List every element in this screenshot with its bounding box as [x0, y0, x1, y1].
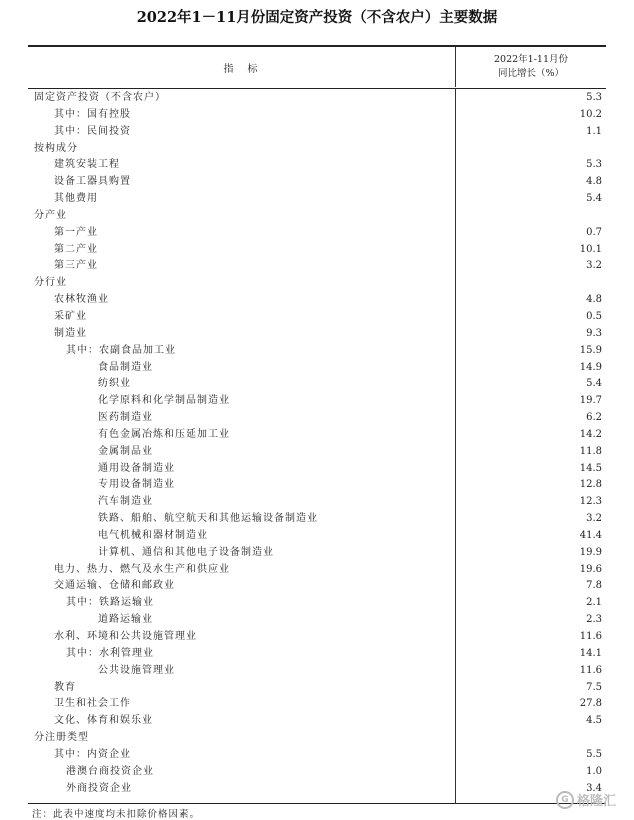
table-row — [28, 713, 606, 730]
value-column-header-line2: 同比增长（%） — [497, 68, 565, 79]
table-row — [28, 629, 606, 646]
table-row — [28, 545, 606, 562]
row-label: 水利、环境和公共设施管理业 — [54, 631, 197, 642]
row-label: 其中：水利管理业 — [66, 647, 154, 659]
row-label: 第二产业 — [54, 243, 98, 255]
table-row — [28, 663, 606, 680]
table-row — [28, 578, 606, 595]
table-row — [28, 477, 606, 494]
data-table-body — [28, 90, 606, 797]
watermark-logo-icon: G — [556, 791, 574, 809]
table-row — [28, 680, 606, 697]
table-row — [28, 309, 606, 326]
row-value: 19.9 — [579, 546, 602, 558]
row-label: 建筑安装工程 — [54, 159, 120, 171]
row-label: 港澳台商投资企业 — [66, 765, 154, 777]
table-row — [28, 90, 606, 107]
row-value: 0.5 — [586, 310, 602, 322]
table-row — [28, 360, 606, 377]
row-label: 采矿业 — [54, 310, 87, 322]
row-value: 4.5 — [586, 715, 602, 727]
row-value: 27.8 — [579, 698, 602, 710]
table-row — [28, 444, 606, 461]
row-label: 外商投资企业 — [66, 782, 132, 794]
row-label: 分产业 — [34, 209, 67, 221]
table-row — [28, 343, 606, 360]
row-label: 文化、体育和娱乐业 — [54, 715, 153, 727]
table-row — [28, 646, 606, 663]
table-row — [28, 242, 606, 259]
row-label: 汽车制造业 — [98, 496, 153, 508]
row-label: 按构成分 — [34, 142, 78, 154]
table-bottom-rule — [28, 803, 606, 804]
table-row — [28, 225, 606, 242]
row-value: 6.2 — [586, 412, 602, 424]
row-value: 41.4 — [579, 529, 602, 541]
row-value: 10.1 — [579, 243, 602, 255]
table-row — [28, 292, 606, 309]
row-value: 3.2 — [586, 513, 602, 525]
row-label: 铁路、船舶、航空航天和其他运输设备制造业 — [98, 513, 318, 525]
row-label: 电力、热力、燃气及水生产和供应业 — [54, 563, 230, 575]
row-value: 1.1 — [586, 125, 602, 137]
watermark-text: 格隆汇 — [577, 794, 617, 809]
row-label: 教育 — [54, 681, 76, 693]
table-row — [28, 107, 606, 124]
table-row — [28, 124, 606, 141]
row-value: 12.8 — [579, 479, 602, 491]
row-value: 14.9 — [579, 361, 602, 373]
row-label: 有色金属冶炼和压延加工业 — [98, 428, 230, 440]
footnote: 注：此表中速度均未扣除价格因素。 — [32, 809, 201, 820]
row-label: 分行业 — [34, 277, 67, 289]
row-label: 固定资产投资（不含农户） — [34, 92, 166, 103]
row-label: 计算机、通信和其他电子设备制造业 — [98, 546, 274, 558]
row-label: 农林牧渔业 — [54, 294, 109, 306]
row-label: 其中：铁路运输业 — [66, 597, 154, 609]
row-value: 4.8 — [586, 176, 602, 188]
row-value: 7.5 — [586, 681, 602, 693]
row-label: 公共设施管理业 — [98, 664, 175, 676]
table-row — [28, 730, 606, 747]
row-value: 5.5 — [586, 748, 602, 760]
row-value: 0.7 — [586, 226, 602, 238]
row-value: 2.1 — [586, 597, 602, 609]
row-label: 第三产业 — [54, 260, 98, 272]
table-row — [28, 781, 606, 798]
table-row — [28, 528, 606, 545]
row-value: 10.2 — [579, 108, 602, 120]
header-bottom-rule — [28, 88, 606, 89]
indicator-header: 指 标 — [223, 63, 260, 75]
table-row — [28, 562, 606, 579]
value-column-header — [456, 53, 606, 81]
page-title: 2022年1－11月份固定资产投资（不含农户）主要数据 — [136, 9, 498, 26]
row-value: 9.3 — [586, 327, 602, 339]
row-value: 14.1 — [579, 647, 602, 659]
row-label: 交通运输、仓储和邮政业 — [54, 580, 175, 592]
row-label: 食品制造业 — [98, 361, 153, 373]
row-label: 化学原料和化学制品制造业 — [98, 395, 230, 407]
row-label: 第一产业 — [54, 226, 98, 238]
row-value: 7.8 — [586, 580, 602, 592]
row-label: 道路运输业 — [98, 614, 153, 626]
row-label: 设备工器具购置 — [54, 176, 131, 188]
table-row — [28, 141, 606, 158]
row-label: 电气机械和器材制造业 — [98, 529, 208, 541]
row-value: 11.8 — [579, 445, 602, 457]
row-value: 15.9 — [579, 344, 602, 356]
table-row — [28, 258, 606, 275]
watermark — [556, 790, 616, 809]
table-row — [28, 157, 606, 174]
row-value: 5.3 — [586, 159, 602, 171]
row-label: 其他费用 — [54, 193, 98, 205]
table-row — [28, 410, 606, 427]
row-label: 专用设备制造业 — [98, 479, 175, 491]
row-value: 11.6 — [579, 631, 602, 642]
row-value: 1.0 — [586, 765, 602, 777]
row-value: 19.6 — [579, 563, 602, 575]
table-row — [28, 275, 606, 292]
table-row — [28, 427, 606, 444]
table-row — [28, 376, 606, 393]
row-value: 5.4 — [586, 378, 602, 390]
row-value: 11.6 — [579, 664, 602, 676]
table-row — [28, 696, 606, 713]
row-value: 3.4 — [586, 782, 602, 794]
table-row — [28, 326, 606, 343]
row-value: 3.2 — [586, 260, 602, 272]
row-label: 其中：内资企业 — [54, 748, 131, 760]
table-row — [28, 764, 606, 781]
row-label: 卫生和社会工作 — [54, 698, 131, 710]
row-value: 14.5 — [579, 462, 602, 474]
table-row — [28, 494, 606, 511]
table-row — [28, 612, 606, 629]
row-label: 纺织业 — [98, 378, 131, 390]
table-row — [28, 595, 606, 612]
table-header — [28, 47, 606, 87]
row-label: 其中：国有控股 — [54, 108, 131, 120]
row-value: 5.3 — [586, 92, 602, 103]
value-column-header-line1: 2022年1-11月份 — [493, 54, 569, 65]
row-value: 12.3 — [579, 496, 602, 508]
row-value: 2.3 — [586, 614, 602, 626]
row-label: 金属制品业 — [98, 445, 153, 457]
table-row — [28, 747, 606, 764]
row-label: 医药制造业 — [98, 412, 153, 424]
row-value: 4.8 — [586, 294, 602, 306]
table-row — [28, 511, 606, 528]
row-label: 其中：农副食品加工业 — [66, 344, 176, 356]
row-label: 制造业 — [54, 327, 87, 339]
table-row — [28, 174, 606, 191]
row-value: 14.2 — [579, 428, 602, 440]
table-row — [28, 208, 606, 225]
row-value: 19.7 — [579, 395, 602, 407]
row-value: 5.4 — [586, 193, 602, 205]
table-row — [28, 393, 606, 410]
row-label: 其中：民间投资 — [54, 125, 131, 137]
table-row — [28, 461, 606, 478]
row-label: 分注册类型 — [34, 732, 89, 744]
row-label: 通用设备制造业 — [98, 462, 175, 474]
table-row — [28, 191, 606, 208]
